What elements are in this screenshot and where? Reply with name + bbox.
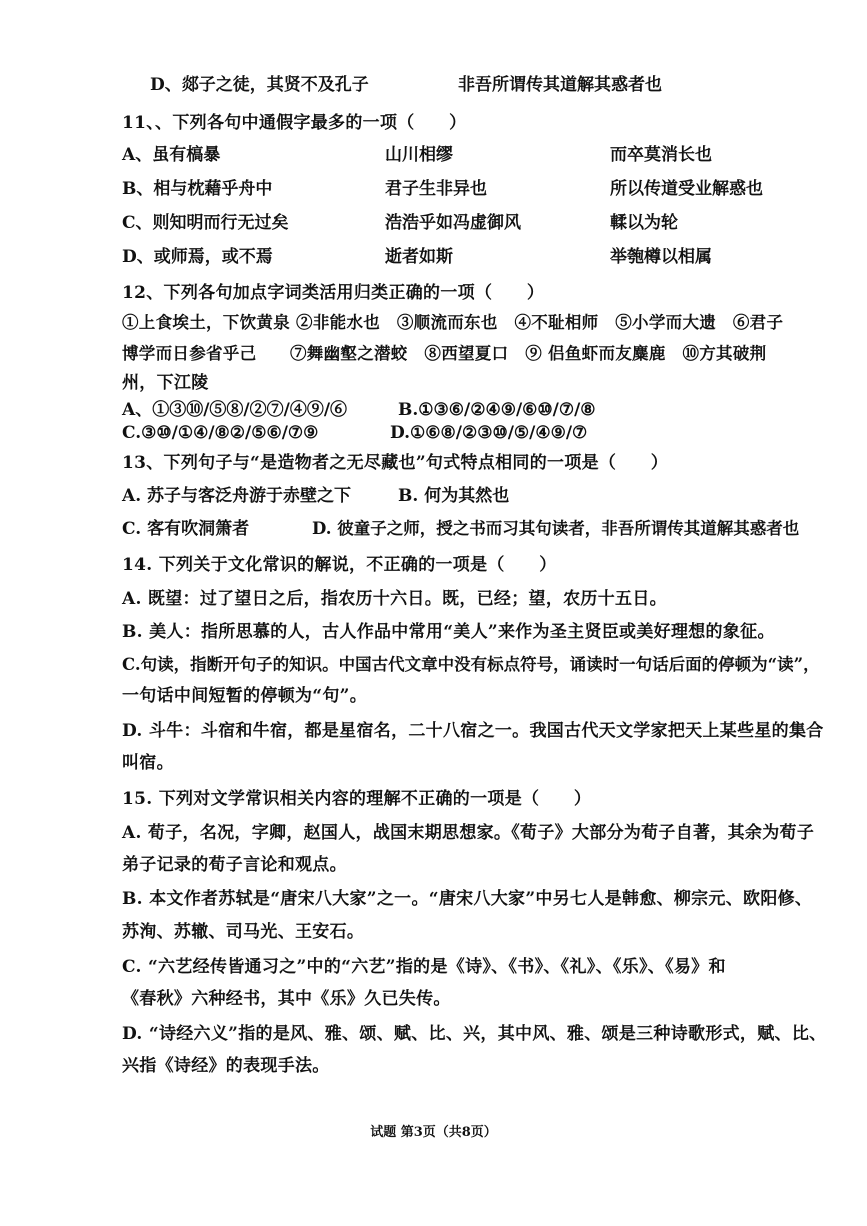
q11-option-a-3: 而卒莫消长也 — [610, 145, 712, 165]
q15-option-a-line-2: 弟子记录的荀子言论和观点。 — [122, 855, 347, 875]
q12-items-line-3: 州，下江陵 — [122, 373, 209, 393]
q14-option-a: A. 既望：过了望日之后，指农历十六日。既，已经；望，农历十五日。 — [122, 589, 667, 609]
q15-option-c-line-1: C. “六艺经传皆通习之”中的“六艺”指的是《诗》、《书》、《礼》、《乐》、《易》和 — [122, 957, 726, 977]
q11-option-b-1: B、相与枕藉乎舟中 — [122, 179, 273, 199]
q14-option-b: B. 美人：指所思慕的人，古人作品中常用“美人”来作为圣主贤臣或美好理想的象征。 — [122, 622, 775, 642]
q14-option-d-line-2: 叫宿。 — [122, 753, 174, 773]
q14-option-c-line-1: C.句读，指断开句子的知识。中国古代文章中没有标点符号，诵读时一句话后面的停顿为“读”， — [122, 655, 820, 674]
q11-option-d-3: 举匏樽以相属 — [610, 247, 712, 267]
q11-option-a-1: A、虽有槁暴 — [122, 145, 221, 165]
q15-option-a-line-1: A. 荀子，名况，字卿，赵国人，战国末期思想家。《荀子》大部分为荀子自著，其余为荀子 — [122, 823, 815, 843]
q10-option-d-left: D、郯子之徒，其贤不及孔子 — [150, 75, 369, 95]
q11-option-c-2: 浩浩乎如冯虚御风 — [385, 213, 521, 233]
q14-option-d-line-1: D. 斗牛：斗宿和牛宿，都是星宿名，二十八宿之一。我国古代天文学家把天上某些星的集合 — [122, 721, 824, 741]
q11-option-b-3: 所以传道受业解惑也 — [610, 179, 763, 199]
q11-option-b-2: 君子生非异也 — [385, 179, 487, 199]
q14-stem: 14. 下列关于文化常识的解说，不正确的一项是（ ） — [122, 555, 557, 575]
q11-option-c-3: 輮以为轮 — [610, 213, 678, 233]
q13-option-b: B. 何为其然也 — [398, 486, 510, 506]
q12-items-line-2: 博学而日参省乎己 ⑦舞幽壑之潜蛟 ⑧西望夏口 ⑨ 侣鱼虾而友麋鹿 ⑩方其破荆 — [122, 344, 767, 363]
q15-option-c-line-2: 《春秋》六种经书，其中《乐》久已失传。 — [122, 989, 451, 1009]
q13-option-d: D. 彼童子之师，授之书而习其句读者，非吾所谓传其道解其惑者也 — [312, 519, 800, 538]
q11-stem: 11、、下列各句中通假字最多的一项（ ） — [122, 113, 467, 133]
q10-option-d-right: 非吾所谓传其道解其惑者也 — [458, 75, 662, 95]
q12-option-b: B.①③⑥/②④⑨/⑥⑩/⑦/⑧ — [398, 400, 596, 420]
q13-option-a: A. 苏子与客泛舟游于赤壁之下 — [122, 486, 352, 506]
q13-option-c: C. 客有吹洞箫者 — [122, 519, 250, 539]
q15-option-d-line-2: 兴指《诗经》的表现手法。 — [122, 1056, 330, 1076]
q11-option-d-1: D、或师焉，或不焉 — [122, 247, 273, 267]
q15-option-b-line-1: B. 本文作者苏轼是“唐宋八大家”之一。“唐宋八大家”中另七人是韩愈、柳宗元、欧阳修、 — [122, 889, 813, 909]
q11-option-a-2: 山川相缪 — [385, 145, 453, 165]
q15-option-b-line-2: 苏洵、苏辙、司马光、王安石。 — [122, 922, 365, 942]
q12-option-a: A、①③⑩/⑤⑧/②⑦/④⑨/⑥ — [122, 400, 348, 420]
q15-stem: 15. 下列对文学常识相关内容的理解不正确的一项是（ ） — [122, 789, 592, 809]
q15-option-d-line-1: D. “诗经六义”指的是风、雅、颂、赋、比、兴，其中风、雅、颂是三种诗歌形式，赋、比、 — [122, 1024, 827, 1044]
q11-option-c-1: C、则知明而行无过矣 — [122, 213, 289, 233]
q12-option-c: C.③⑩/①④/⑧②/⑤⑥/⑦⑨ — [122, 423, 319, 443]
q11-option-d-2: 逝者如斯 — [385, 247, 453, 267]
q12-items-line-1: ①上食埃土，下饮黄泉 ②非能水也 ③顺流而东也 ④不耻相师 ⑤小学而大遗 ⑥君子 — [122, 313, 784, 332]
q14-option-c-line-2: 一句话中间短暂的停顿为“句”。 — [122, 686, 368, 706]
q13-stem: 13、下列句子与“是造物者之无尽藏也”句式特点相同的一项是（ ） — [122, 453, 669, 473]
q12-option-d: D.①⑥⑧/②③⑩/⑤/④⑨/⑦ — [390, 423, 588, 443]
page-footer: 试题 第3页（共8页） — [370, 1125, 497, 1140]
q12-stem: 12、下列各句加点字词类活用归类正确的一项（ ） — [122, 283, 545, 303]
